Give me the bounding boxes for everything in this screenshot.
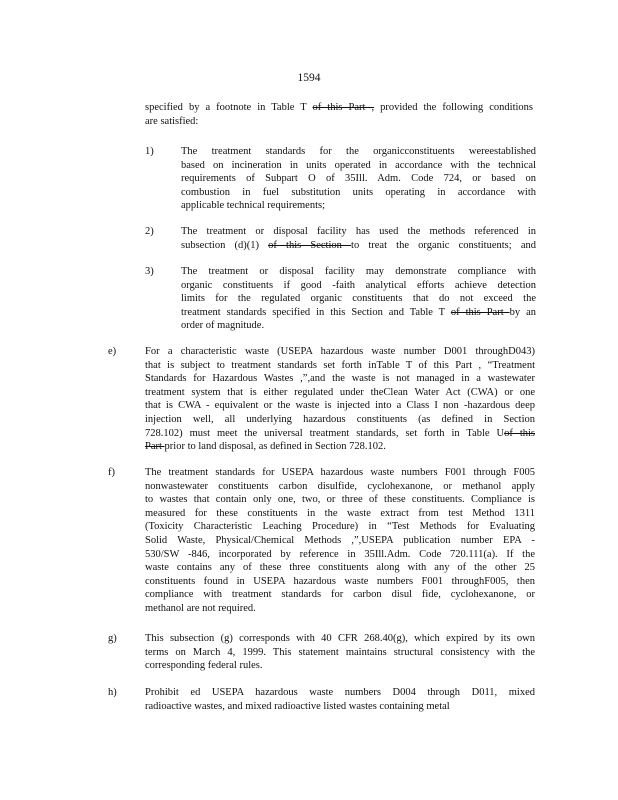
item-marker: e)	[108, 346, 117, 357]
text-line: The treatment standards for USEPA hazardous waste numbers F001 through F005	[145, 467, 535, 478]
item-text	[145, 632, 535, 673]
text-line: are satisfied:	[145, 115, 199, 127]
text-line: compliance with treatment standards for carbon disul fide, cyclohexanone, or	[145, 589, 535, 601]
struck-text: of this Section	[268, 239, 352, 251]
text-line: organic constituents if good -faith analytical efforts achieve detection	[181, 279, 536, 291]
text-line: Prohibit ed USEPA hazardous waste numbers D004 through D011, mixed	[145, 687, 535, 698]
item-text	[145, 686, 535, 713]
text-line: measured for these constituents in the waste extract from test Method 1311	[145, 507, 535, 519]
subitem-text	[181, 225, 536, 252]
text-line: Part prior to land disposal, as defined in Section 728.102.	[145, 441, 386, 453]
subitem-text	[181, 145, 536, 213]
text-line: 530/SW -846, incorporated by reference in 35Ill.Adm. Code 720.111(a). If the	[145, 548, 535, 560]
text-line: requirements of Subpart O of 35Ill. Adm. Code 724, or based on	[181, 173, 536, 185]
text-line: terms on March 4, 1999. This statement maintains structural consistency with the	[145, 646, 535, 658]
subitem-marker: 1)	[145, 146, 154, 157]
text-line: treatment standards specified in this Section and Table T of this Part by an	[181, 306, 536, 318]
text-line: The treatment or disposal facility has used the methods referenced in	[181, 226, 536, 237]
item-marker: f)	[108, 467, 115, 478]
text-line: 728.102) must meet the universal treatment standards, set forth in Table Uof this	[145, 427, 535, 439]
text-line: For a characteristic waste (USEPA hazardous waste number D001 throughD043)	[145, 346, 535, 357]
text-line: treatment system that is either regulated under theClean Water Act (CWA) or one	[145, 386, 535, 398]
text-line: (Toxicity Characteristic Leaching Procedure) in “Test Methods for Evaluating	[145, 521, 535, 533]
text-line: constituents found in USEPA hazardous waste numbers F001 throughF005, then	[145, 575, 535, 587]
subitem-marker: 3)	[145, 266, 154, 277]
text-line: applicable technical requirements;	[181, 200, 326, 212]
text-line: waste contains any of these three constituents along with any of the other 25	[145, 562, 535, 574]
text-line: that is subject to treatment standards set forth inTable T of this Part , “Treatment	[145, 359, 535, 371]
struck-text: Part	[145, 441, 165, 453]
text-line: corresponding federal rules.	[145, 660, 263, 672]
struck-text: of this Part	[450, 306, 510, 318]
text-line: nonwastewater constituents carbon disulfide, cyclohexanone, or methanol apply	[145, 480, 535, 492]
text-line: injection well, all underlying hazardous constituents (as defined in Section	[145, 413, 535, 425]
text-line: Solid Waste, Physical/Chemical Methods ,”,USEPA publication number EPA -	[145, 534, 535, 546]
text-line: Standards for Hazardous Wastes ,”,and the waste is not managed in a wastewater	[145, 373, 535, 385]
intro-paragraph	[145, 101, 533, 128]
text-line: based on incineration in units operated in accordance with the technical	[181, 159, 536, 171]
text-line: This subsection (g) corresponds with 40 CFR 268.40(g), which expired by its own	[145, 633, 535, 644]
text-line: The treatment standards for the organicconstituents wereestablished	[181, 146, 536, 157]
text-line: that is CWA - equivalent or the waste is injected into a Class I non -hazardous deep	[145, 400, 535, 412]
text-line: order of magnitude.	[181, 320, 265, 332]
text-line: The treatment or disposal facility may demonstrate compliance with	[181, 266, 536, 277]
text-line: to wastes that contain only one, two, or three of these constituents. Compliance is	[145, 494, 535, 506]
item-marker: h)	[108, 687, 117, 698]
item-marker: g)	[108, 633, 117, 644]
item-text	[145, 466, 535, 616]
text-line: methanol are not required.	[145, 602, 256, 614]
text-line: specified by a footnote in Table T of this Part , provided the following conditions	[145, 102, 533, 113]
text-line: combustion in fuel substitution units operating in accordance with	[181, 186, 536, 198]
text-line: subsection (d)(1) of this Section to treat the organic constituents; and	[181, 239, 536, 251]
subitem-text	[181, 265, 536, 333]
subitem-marker: 2)	[145, 226, 154, 237]
text-line: radioactive wastes, and mixed radioactive listed wastes containing metal	[145, 700, 450, 712]
page-number: 1594	[297, 72, 321, 84]
text-line: limits for the regulated organic constituents that do not exceed the	[181, 293, 536, 305]
struck-text: of this	[504, 427, 535, 439]
struck-text: of this Part ,	[312, 102, 375, 113]
item-text	[145, 345, 535, 454]
